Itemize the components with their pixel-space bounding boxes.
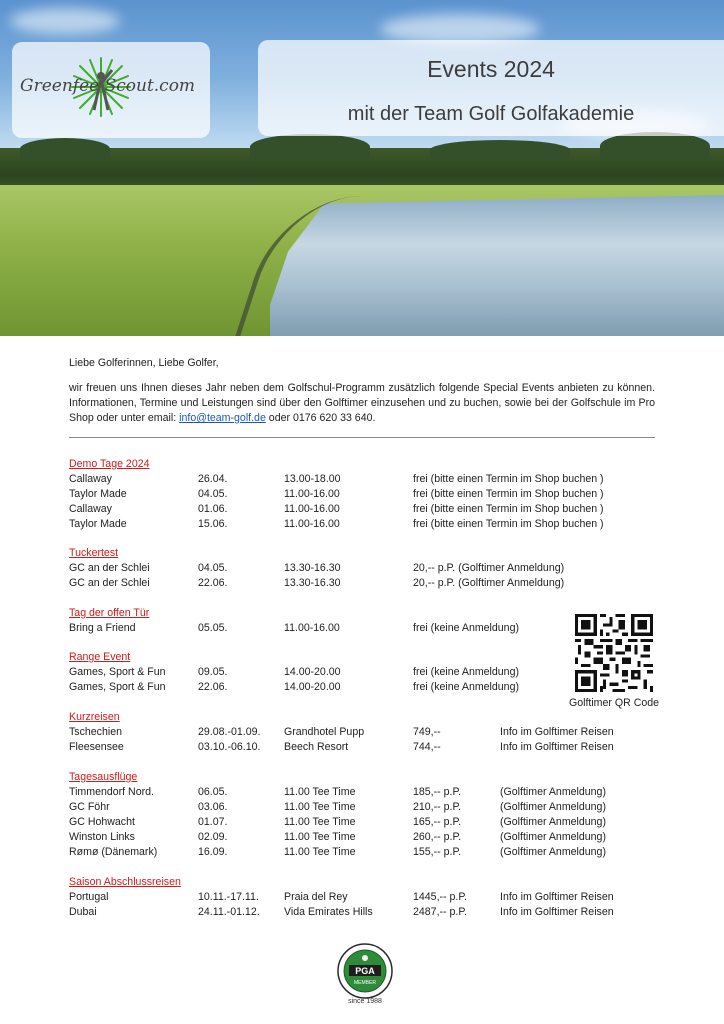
- cell: Callaway: [69, 473, 112, 485]
- cell: 14.00-20.00: [284, 681, 341, 693]
- cell: frei (keine Anmeldung): [413, 681, 519, 693]
- cell: 749,--: [413, 726, 441, 738]
- cell: Beech Resort: [284, 741, 349, 753]
- cell: 185,-- p.P.: [413, 786, 462, 798]
- cell: 155,-- p.P.: [413, 846, 462, 858]
- cell: GC Hohwacht: [69, 816, 135, 828]
- cell: 16.09.: [198, 846, 228, 858]
- cell: 15.06.: [198, 518, 228, 530]
- cell: Vida Emirates Hills: [284, 906, 373, 918]
- hero-image: [0, 0, 724, 336]
- cell: 20,-- p.P. (Golftimer Anmeldung): [413, 562, 565, 574]
- cell: Games, Sport & Fun: [69, 681, 166, 693]
- cell: Taylor Made: [69, 518, 127, 530]
- pga-member-badge-icon: [337, 943, 393, 999]
- cell: (Golftimer Anmeldung): [500, 846, 606, 858]
- cell: frei (bitte einen Termin im Shop buchen ): [413, 518, 604, 530]
- cell: 11.00-16.00: [284, 518, 340, 530]
- badge-sub: MEMBER: [354, 980, 376, 986]
- cell: Dubai: [69, 906, 97, 918]
- tree: [20, 138, 110, 160]
- intro-text-end: oder 0176 620 33 640.: [265, 412, 376, 424]
- cell: 14.00-20.00: [284, 666, 341, 678]
- cell: 02.09.: [198, 831, 228, 843]
- tree: [250, 134, 370, 160]
- section-title: Tuckertest: [69, 547, 119, 559]
- section-title: Tagesausflüge: [69, 771, 138, 783]
- cell: 26.04.: [198, 473, 228, 485]
- badge-text: PGA: [355, 966, 375, 976]
- section-title: Tag der offen Tür: [69, 607, 150, 619]
- section-title: Demo Tage 2024: [69, 458, 150, 470]
- cell: Winston Links: [69, 831, 135, 843]
- email-link[interactable]: info@team-golf.de: [179, 412, 266, 424]
- page-title: Events 2024: [427, 56, 555, 82]
- cell: Info im Golftimer Reisen: [500, 906, 614, 918]
- cell: 03.06.: [198, 801, 228, 813]
- cell: Bring a Friend: [69, 622, 136, 634]
- cell: 01.07.: [198, 816, 228, 828]
- cell: 11.00 Tee Time: [284, 846, 356, 858]
- cell: 210,-- p.P.: [413, 801, 462, 813]
- section-title: Saison Abschlussreisen: [69, 876, 181, 888]
- cell: Timmendorf Nord.: [69, 786, 154, 798]
- cell: 24.11.-01.12.: [198, 906, 260, 918]
- cell: (Golftimer Anmeldung): [500, 816, 606, 828]
- cell: 10.11.-17.11.: [198, 891, 259, 903]
- cell: Portugal: [69, 891, 109, 903]
- cell: Callaway: [69, 503, 112, 515]
- cell: 11.00-16.00: [284, 622, 340, 634]
- tree: [600, 132, 710, 160]
- cell: GC Föhr: [69, 801, 110, 813]
- cell: 22.06.: [198, 681, 228, 693]
- section-title: Kurzreisen: [69, 711, 120, 723]
- cell: 01.06.: [198, 503, 228, 515]
- cell: 29.08.-01.09.: [198, 726, 261, 738]
- cell: 11.00 Tee Time: [284, 816, 356, 828]
- cell: 06.05.: [198, 786, 228, 798]
- cell: (Golftimer Anmeldung): [500, 786, 606, 798]
- cell: 13.30-16.30: [284, 562, 341, 574]
- cell: 2487,-- p.P.: [413, 906, 467, 918]
- cell: GC an der Schlei: [69, 562, 150, 574]
- cell: 1445,-- p.P.: [413, 891, 467, 903]
- cell: 260,-- p.P.: [413, 831, 462, 843]
- qr-code[interactable]: [575, 614, 653, 692]
- cell: 04.05.: [198, 488, 228, 500]
- cell: frei (bitte einen Termin im Shop buchen ): [413, 488, 604, 500]
- page-subtitle: mit der Team Golf Golfakademie: [347, 103, 635, 125]
- section-title: Range Event: [69, 651, 131, 663]
- cell: 13.00-18.00: [284, 473, 341, 485]
- cell: Games, Sport & Fun: [69, 666, 166, 678]
- cell: 22.06.: [198, 577, 228, 589]
- cell: Taylor Made: [69, 488, 127, 500]
- qr-caption: Golftimer QR Code: [568, 697, 660, 709]
- cell: 744,--: [413, 741, 441, 753]
- cell: (Golftimer Anmeldung): [500, 801, 606, 813]
- logo-text: Greenfee Scout.com: [20, 76, 196, 96]
- cell: Info im Golftimer Reisen: [500, 741, 614, 753]
- greeting: Liebe Golferinnen, Liebe Golfer,: [69, 357, 219, 369]
- cell: frei (bitte einen Termin im Shop buchen ): [413, 473, 604, 485]
- cell: 09.05.: [198, 666, 228, 678]
- cell: GC an der Schlei: [69, 577, 150, 589]
- intro-paragraph: [69, 381, 655, 426]
- cell: 13.30-16.30: [284, 577, 341, 589]
- cell: frei (keine Anmeldung): [413, 666, 519, 678]
- cell: Fleesensee: [69, 741, 124, 753]
- cell: 11.00 Tee Time: [284, 801, 356, 813]
- cell: frei (keine Anmeldung): [413, 622, 519, 634]
- intro-text: wir freuen uns Ihnen dieses Jahr neben dem Golfschul-Programm zusätzlich folgende Special Events anbieten zu können. Informationen, Termine und Leistungen sind über den Golftimer einzusehen und zu buchen, sowie bei der Golfschule im Pro Shop oder unter email:: [69, 382, 655, 424]
- cell: 20,-- p.P. (Golftimer Anmeldung): [413, 577, 565, 589]
- cell: 165,-- p.P.: [413, 816, 462, 828]
- cell: (Golftimer Anmeldung): [500, 831, 606, 843]
- cell: frei (bitte einen Termin im Shop buchen ): [413, 503, 604, 515]
- cell: Rømø (Dänemark): [69, 846, 158, 858]
- cell: 11.00 Tee Time: [284, 831, 356, 843]
- cell: Tschechien: [69, 726, 122, 738]
- cell: 03.10.-06.10.: [198, 741, 261, 753]
- cell: 04.05.: [198, 562, 228, 574]
- cell: Grandhotel Pupp: [284, 726, 365, 738]
- cell: Info im Golftimer Reisen: [500, 891, 614, 903]
- cloud: [10, 8, 120, 34]
- since-text: since 1988: [348, 998, 382, 1005]
- cell: 05.05.: [198, 622, 228, 634]
- cell: 11.00 Tee Time: [284, 786, 356, 798]
- divider: [69, 437, 655, 438]
- cell: 11.00-16.00: [284, 488, 340, 500]
- cell: Info im Golftimer Reisen: [500, 726, 614, 738]
- tree: [430, 140, 570, 160]
- cell: Praia del Rey: [284, 891, 348, 903]
- cell: 11.00-16.00: [284, 503, 340, 515]
